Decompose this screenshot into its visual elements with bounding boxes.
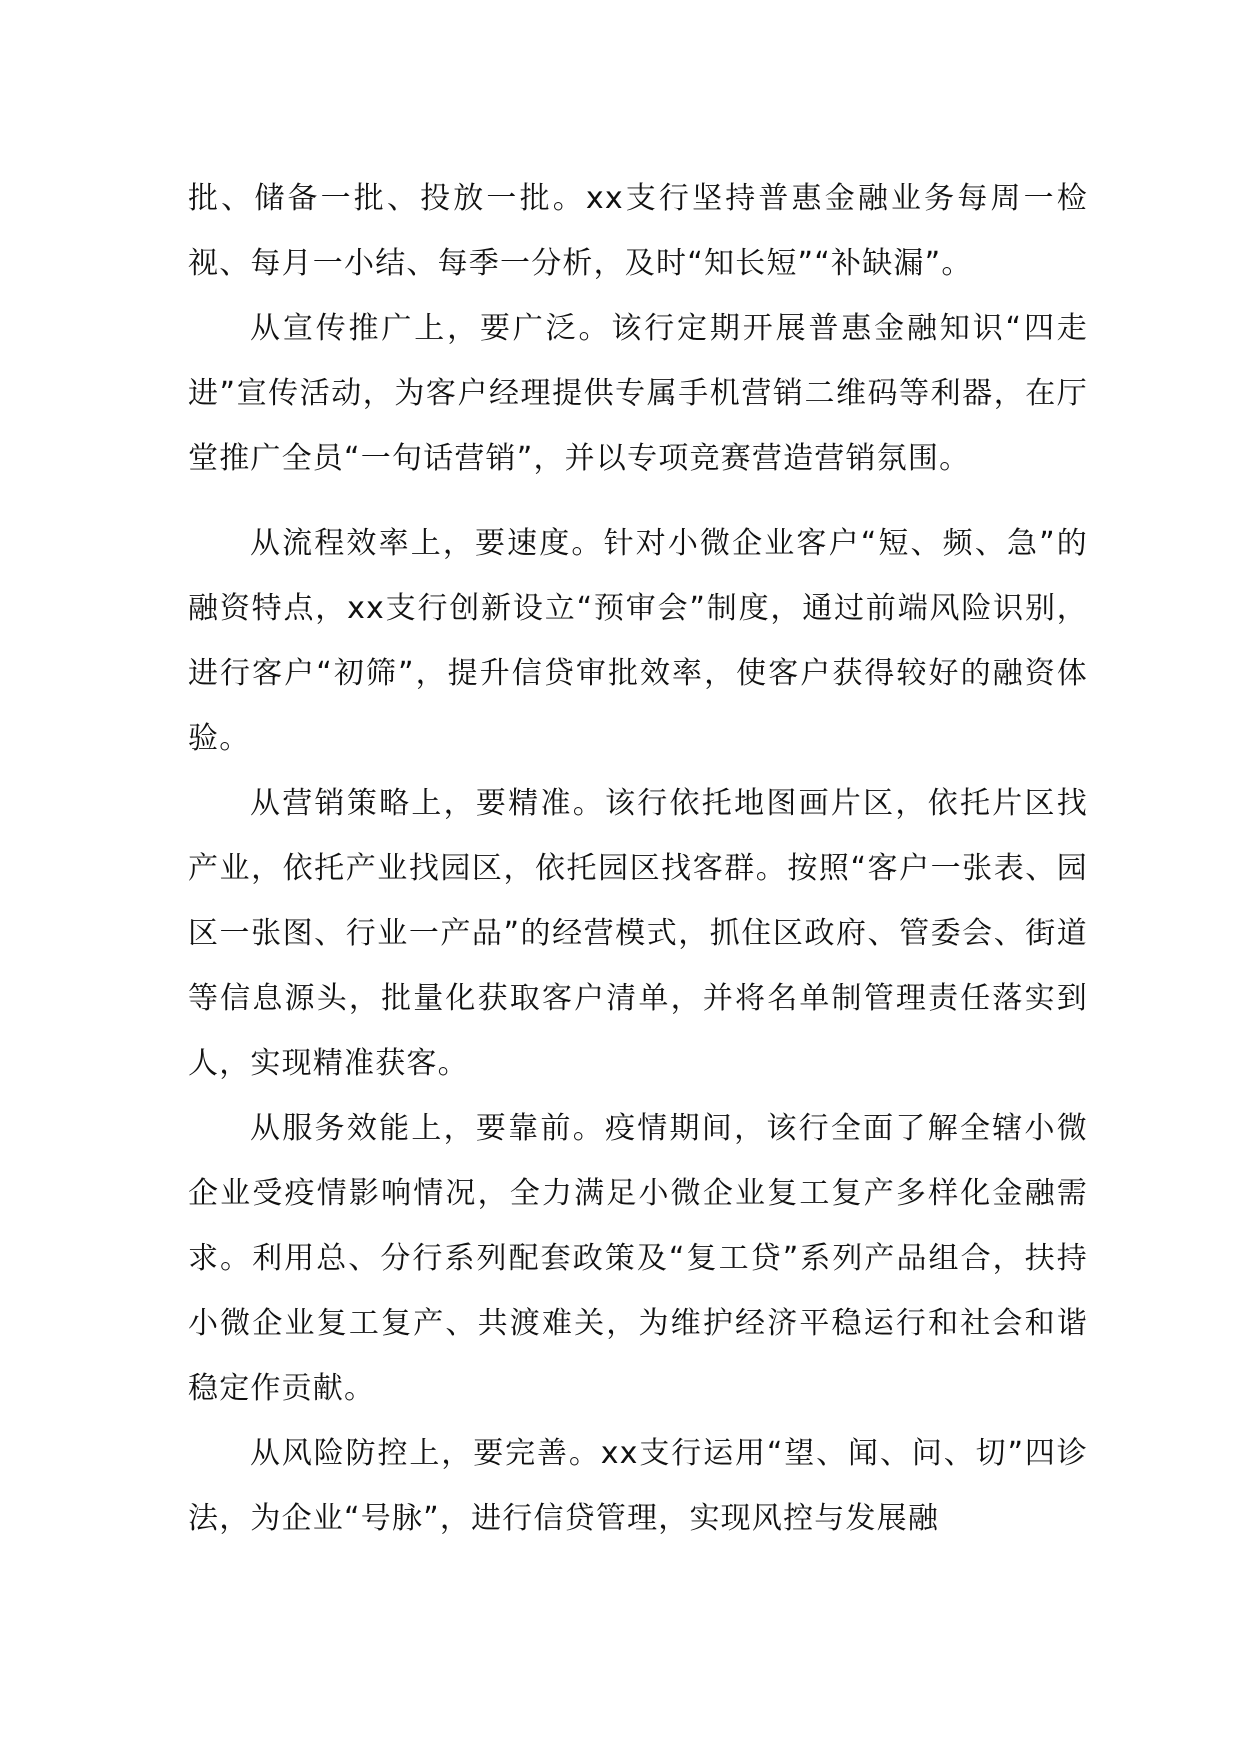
- paragraph-process-efficiency: 从流程效率上，要速度。针对小微企业客户“短、频、急”的融资特点，xx支行创新设立“预审会”制度，通过前端风险识别，进行客户“初筛”，提升信贷审批效率，使客户获得较好的融资体验。: [188, 526, 1088, 756]
- paragraph-publicity: 从宣传推广上，要广泛。该行定期开展普惠金融知识“四走进”宣传活动，为客户经理提供专属手机营销二维码等利器，在厅堂推广全员“一句话营销”，并以专项竞赛营造营销氛围。: [188, 311, 1088, 476]
- paragraph-service-efficiency: 从服务效能上，要靠前。疫情期间，该行全面了解全辖小微企业受疫情影响情况，全力满足小微企业复工复产多样化金融需求。利用总、分行系列配套政策及“复工贷”系列产品组合，扶持小微企业复工复产、共渡难关，为维护经济平稳运行和社会和谐稳定作贡献。: [188, 1111, 1088, 1406]
- paragraph-continuation: 批、储备一批、投放一批。xx支行坚持普惠金融业务每周一检视、每月一小结、每季一分析，及时“知长短”“补缺漏”。: [188, 181, 1088, 281]
- body-text: [188, 166, 1088, 1551]
- paragraph-marketing-strategy: 从营销策略上，要精准。该行依托地图画片区，依托片区找产业，依托产业找园区，依托园区找客群。按照“客户一张表、园区一张图、行业一产品”的经营模式，抓住区政府、管委会、街道等信息源头，批量化获取客户清单，并将名单制管理责任落实到人，实现精准获客。: [188, 786, 1088, 1081]
- paragraph-risk-control: 从风险防控上，要完善。xx支行运用“望、闻、问、切”四诊法，为企业“号脉”，进行信贷管理，实现风控与发展融: [188, 1436, 1088, 1536]
